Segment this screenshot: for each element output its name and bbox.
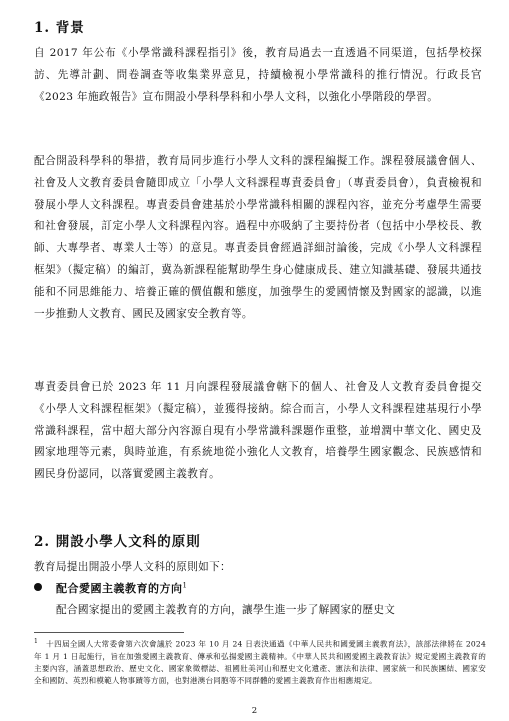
paragraph-background-2: 配合開設科學科的舉措，教育局同步進行小學人文科的課程編擬工作。課程發展議會個人、社會及人文教育委員會隨即成立「小學人文科課程專責委員會」（專責委員會），負責檢視和發展小學人文科課程。專責委員會建基於小學常識科相關的課程內容，並充分考慮學生需要和社會發展，訂定小學人文科課程內容。過程中亦吸納了主要持份者（包括中小學校長、教師、大專學者、專業人士等）的意見。專責委員會經過詳細討論後，完成《小學人文科課程框架》（擬定稿）的編訂，冀為新課程能幫助學生身心健康成長、建立知識基礎、發展共通技能和不同思維能力、培養正確的價值觀和態度，加強學生的愛國情懷及對國家的認識，以進一步推動人文教育、國民及國家安全教育等。 [34, 155, 482, 320]
bullet-icon [34, 583, 42, 591]
bullet-title: 配合愛國主義教育的方向 [56, 582, 183, 595]
footnote [34, 636, 486, 687]
principles-intro: 教育局提出開設小學人文科的原則如下： [34, 561, 231, 573]
section-heading-background: 1. 背景 [34, 20, 85, 36]
bullet-body-text: 配合國家提出的愛國主義教育的方向，讓學生進一步了解國家的歷史文 [56, 604, 396, 616]
footnote-divider [34, 632, 184, 633]
bullet-item-patriotic-education [34, 580, 187, 596]
footnote-number: 1 [34, 638, 39, 645]
paragraph-background-3: 專責委員會已於 2023 年 11 月向課程發展議會轄下的個人、社會及人文教育委員會提交《小學人文科課程框架》（擬定稿），並獲得接納。綜合而言，小學人文科課程建基現行小學常識科課程，當中超大部分內容源自現有小學常識科課題作重整，並增潤中華文化、國史及國家地理等元素，與時並進，有系統地從小強化人文教育，培養學生國家觀念、民族感情和國民身份認同，以落實愛國主義教育。 [34, 381, 482, 481]
page-number: 2 [251, 706, 258, 716]
footnote-text: 十四屆全國人大常委會第六次會議於 2023 年 10 月 24 日表決通過《中華人民共和國愛國主義教育法》，該部法律將在 2024 年 1 月 1 日起施行，旨在加強愛國主義教育、傳承和弘揚愛國主義精神。《中華人民共和國愛國主義教育法》規定愛國主義教育的主要內容，涵蓋思想政治、歷史文化、國家象徵標誌、祖國壯美河山和歷史文化遺產、憲法和法律、國家統一和民族團結、國家安全和國防、英烈和模範人物事蹟等方面，也對港澳台同胞等不同群體的愛國主義教育作出相應規定。 [34, 639, 486, 686]
footnote-reference[interactable]: 1 [182, 581, 188, 590]
paragraph-background-1: 自 2017 年公布《小學常識科課程指引》後，教育局過去一直透過不同渠道，包括學校探訪、先導計劃、問卷調查等收集業界意見，持續檢視小學常識科的推行情況。行政長官《2023 年施政報告》宣布開設小學科學科和小學人文科，以強化小學階段的學習。 [34, 47, 482, 103]
section-heading-principles: 2. 開設小學人文科的原則 [34, 534, 201, 550]
